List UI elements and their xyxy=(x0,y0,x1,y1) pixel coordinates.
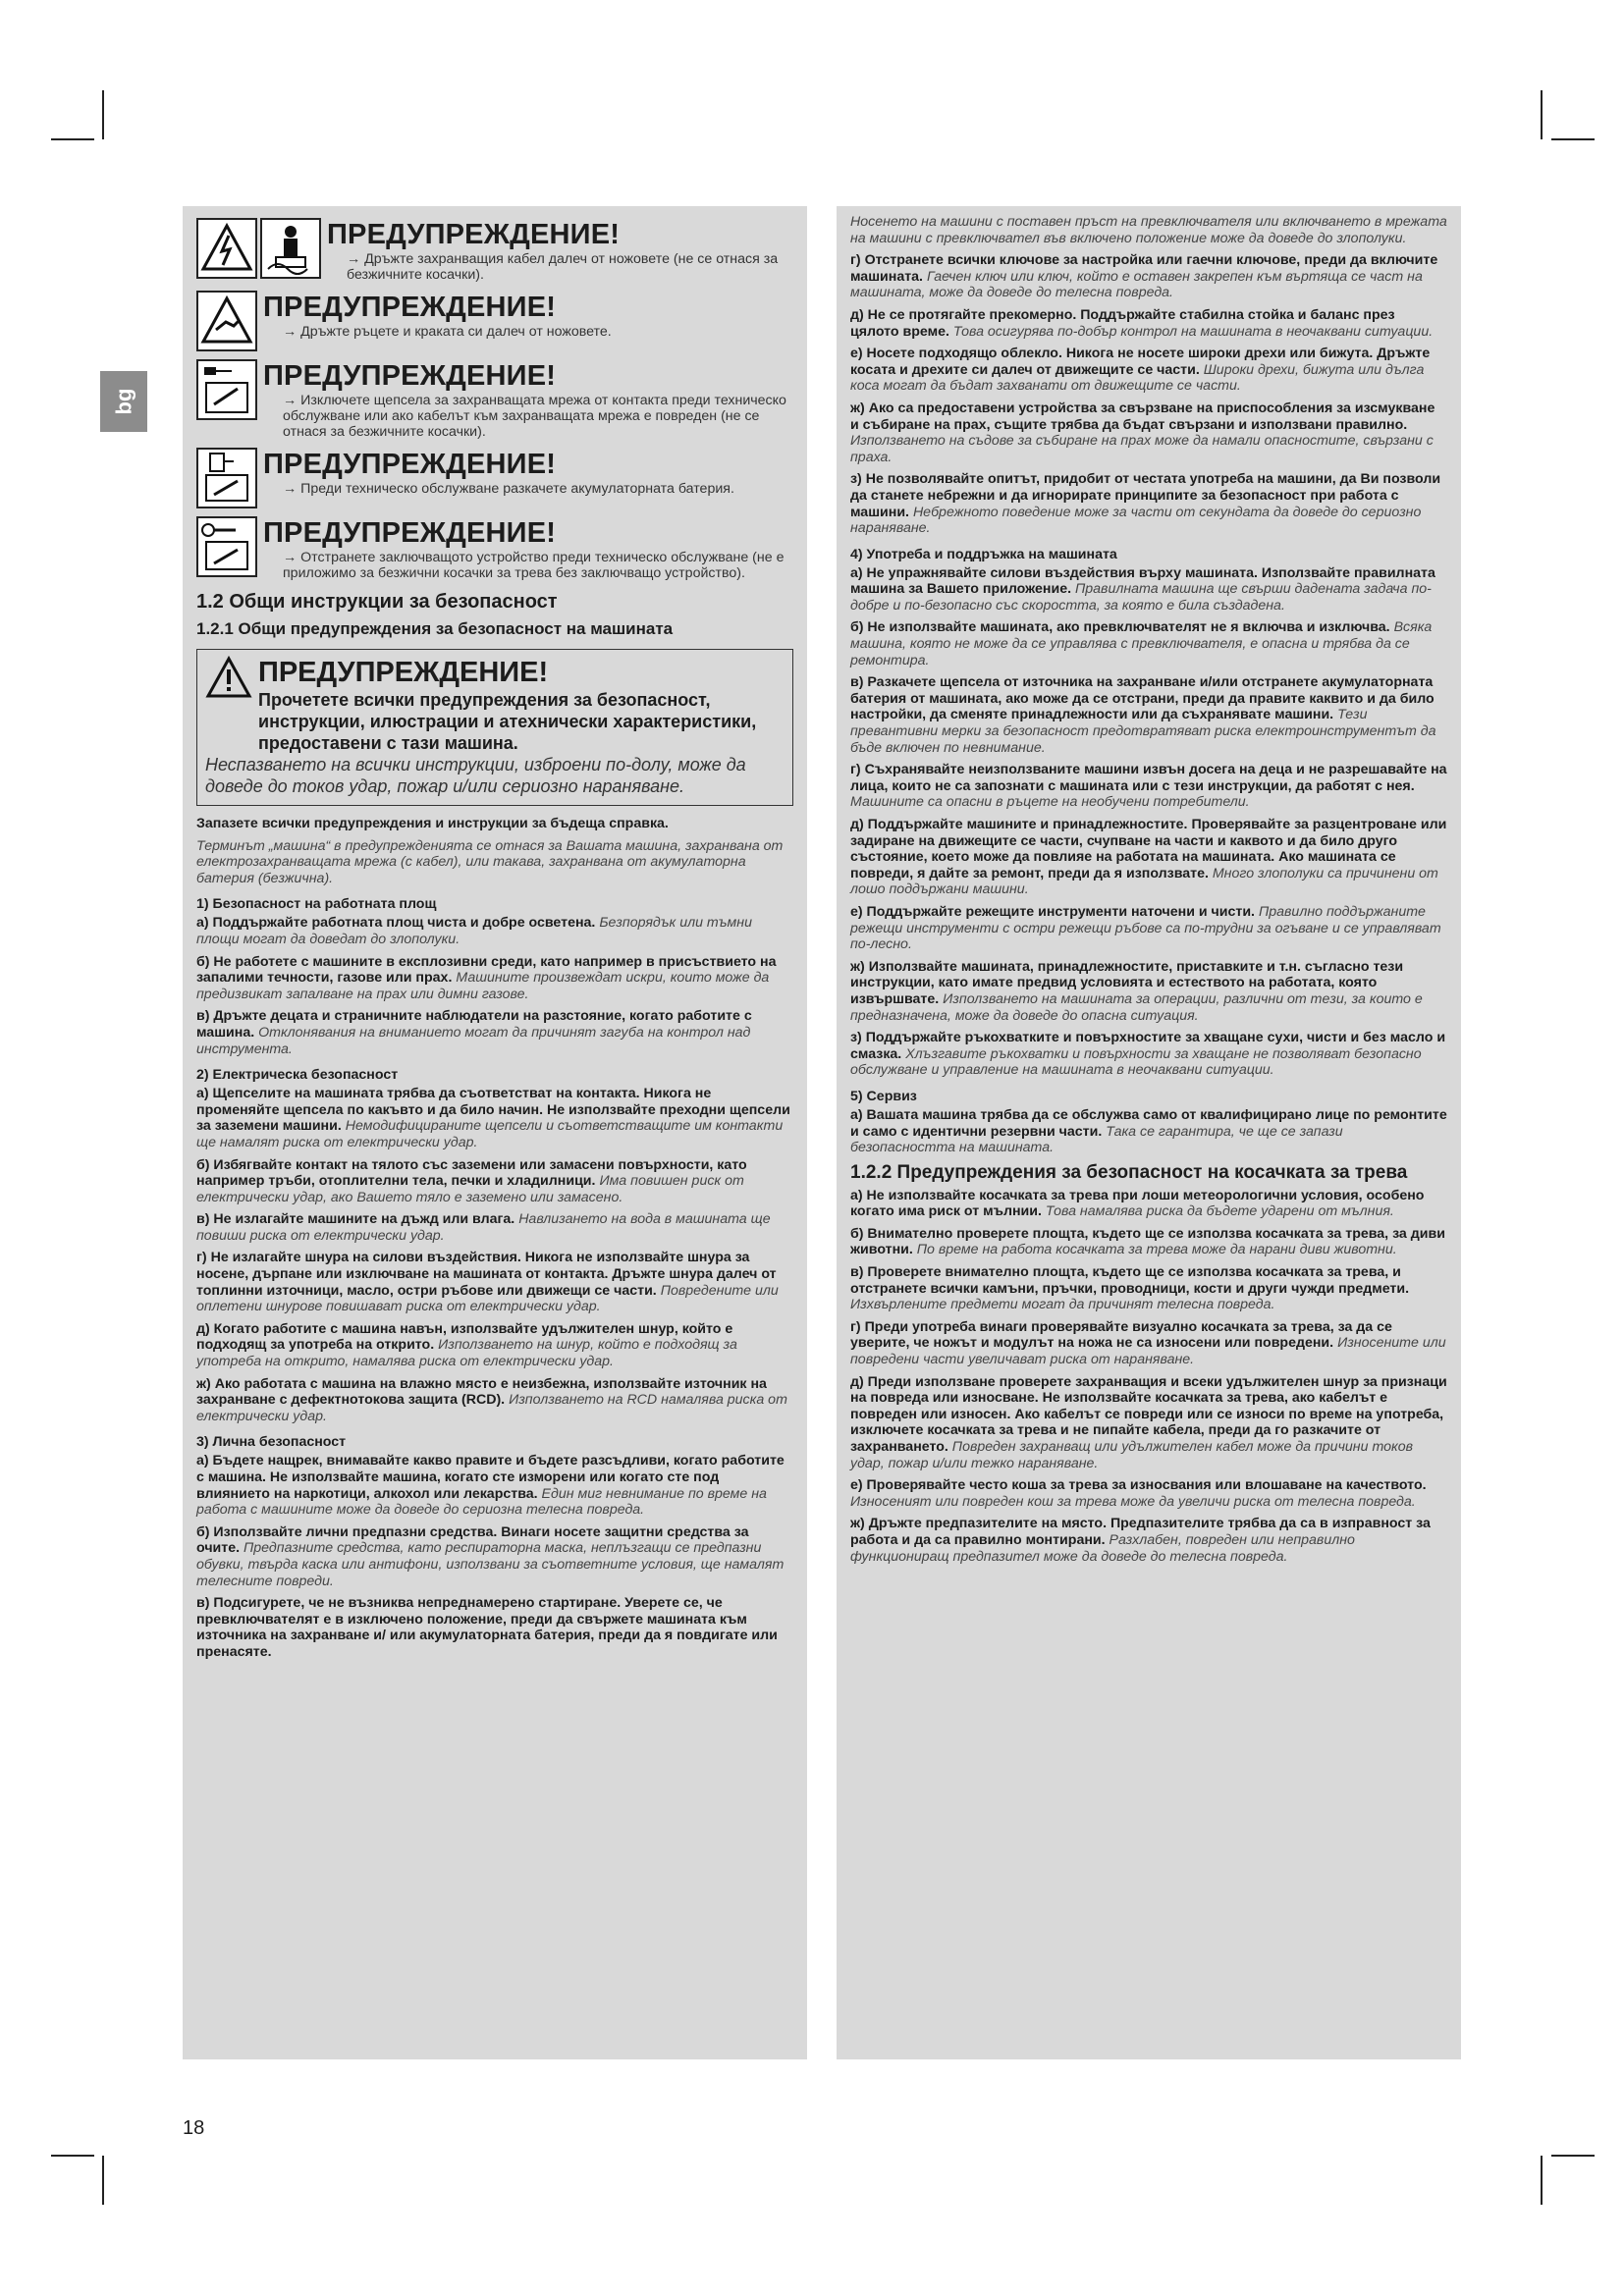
paragraph-italic: Носенето на машини с поставен пръст на превключвателя или включването в мрежата на машини с превключвател във включено положение може да доведе до злополуки. xyxy=(850,214,1447,246)
paragraph-italic: Хлъзгавите ръкохватки и повърхности за хващане не позволяват безопасно обслужване и управление на машината в неочаквани ситуации. xyxy=(850,1045,1422,1079)
paragraph-bold: б) Използвайте лични предпазни средства. Винаги носете защитни средства за очите. xyxy=(196,1523,749,1557)
crop-mark xyxy=(102,90,104,139)
paragraph-bold: г) Не излагайте шнура на силови въздействия. Никога не използвайте шнура за носене, дърпане или изключване на машината от контакта. Дръжте шнура далеч от топлинни източници, масло, остри ръбове или движещи се части. xyxy=(196,1250,777,1299)
paragraph-italic: Правилната машина ще свърши дадената задача по-добре и по-безопасно със скоростта, за която е била създадена. xyxy=(850,581,1432,614)
paragraph-bold: ж) Ако работата с машина на влажно място е неизбежна, използвайте източник на захранване с дефектнотокова защита (RCD). xyxy=(196,1375,767,1409)
paragraph-bold: а) Вашата машина трябва да се обслужва само от квалифицирано лице по ремонтите и само с идентични резервни части. xyxy=(850,1106,1447,1140)
paragraph xyxy=(850,1030,1447,1079)
language-tab xyxy=(100,371,147,432)
paragraph xyxy=(850,817,1447,898)
paragraph-bold: е) Поддържайте режещите инструменти наточени и чисти. xyxy=(850,903,1256,920)
unplug-before-maintenance-icon xyxy=(196,359,257,420)
paragraph-italic: Износеният или повреден кош за трева може да увеличи риска от телесна повреда. xyxy=(850,1493,1416,1510)
paragraph xyxy=(196,816,793,832)
paragraph xyxy=(850,565,1447,614)
crop-mark xyxy=(51,2155,94,2157)
warning-text: → Преди техническо обслужване разкачете акумулаторната батерия. xyxy=(283,481,734,497)
paragraph-bold: з) Поддържайте ръкохватките и повърхностите за хващане сухи, чисти и без масло и смазка. xyxy=(850,1030,1446,1062)
paragraph-bold: в) Разкачете щепсела от източника на захранване и/или отстранете акумулаторната батерия от машината, ако може да се отстрани, преди да правите каквито и да било настройки, да сменяте принадлежности или да съхранявате машини. xyxy=(850,674,1435,723)
left-column xyxy=(183,206,807,2059)
paragraph xyxy=(850,400,1447,465)
paragraph-italic: Тези превантивни мерки за безопасност предотвратяват риска електроинструментът да бъде включен по невнимание. xyxy=(850,707,1436,756)
paragraph-bold: а) Поддържайте работната площ чиста и добре осветена. xyxy=(196,915,596,932)
paragraph-bold: ж) Ако са предоставени устройства за свързване на приспособления за изсмукване и събиране на прах, същите трябва да бъдат свързани и използвани правилно. xyxy=(850,400,1435,433)
paragraph-bold: е) Проверявайте често коша за трева за износвания или влошаване на качеството. xyxy=(850,1477,1427,1494)
paragraph-bold: б) Не използвайте машината, ако превключвателят не я включва и изключва. xyxy=(850,619,1390,636)
warning-title: ПРЕДУПРЕЖДЕНИЕ! xyxy=(327,219,621,250)
warning-title: ПРЕДУПРЕЖДЕНИЕ! xyxy=(263,517,557,549)
paragraph-italic: Машините произвеждат искри, които може да предизвикат запалване на прах или димни газове. xyxy=(196,970,770,1002)
crop-mark xyxy=(1551,2155,1595,2157)
paragraph xyxy=(850,762,1447,811)
paragraph-italic: Много злополуки са причинени от лошо поддържани машини. xyxy=(850,865,1438,898)
paragraph-italic: Машините са опасни в ръцете на необучени потребители. xyxy=(850,794,1250,811)
electric-shock-warning-icon xyxy=(196,218,257,279)
paragraph-italic: Всяка машина, която не може да се управлява с превключвателя, е опасна и трябва да се ремонтира. xyxy=(850,619,1433,668)
paragraph-bold: б) Не работете с машините в експлозивни среди, като например в присъствието на запалими течности, газове или прах. xyxy=(196,953,777,987)
paragraph xyxy=(850,252,1447,301)
paragraph xyxy=(850,346,1447,395)
paragraph xyxy=(850,471,1447,536)
crop-mark xyxy=(1541,90,1543,139)
paragraph-bold: з) Не позволявайте опитът, придобит от честата употреба на машини, да Ви позволи да станете небрежни и да игнорирате принципите за безопасност при работа с машини. xyxy=(850,471,1441,520)
paragraph-italic: Има повишен риск от електрически удар, ако Вашето тяло е заземено или замасено. xyxy=(196,1173,744,1205)
paragraph xyxy=(850,1477,1447,1510)
paragraph-bold: г) Отстранете всички ключове за настройка или гаечни ключове, преди да включите машината. xyxy=(850,252,1438,285)
paragraph-italic: Правилно поддържаните режещи инструменти с остри режещи ръбове са по-трудни за огъване и се управляват по-лесно. xyxy=(850,903,1441,953)
general-warning-title: ПРЕДУПРЕЖДЕНИЕ! xyxy=(258,657,549,688)
warning-text: → Изключете щепсела за захранващата мрежа от контакта преди техническо обслужване или ако кабелът към захранващата мрежа е повреден (не се отнася за безжичните косачки). xyxy=(283,393,786,440)
section-2-heading: 2) Електрическа безопасност xyxy=(196,1067,399,1084)
warning-text: → Дръжте ръцете и краката си далеч от ножовете. xyxy=(283,324,612,340)
paragraph-bold: а) Бъдете нащрек, внимавайте какво правите и бъдете разсъдливи, когато работите с машина. Не използвайте машина, когато сте изморени или когато сте под влиянието на наркотици, алкохол или лекарства. xyxy=(196,1453,785,1502)
paragraph-bold: е) Носете подходящо облекло. Никога не носете широки дрехи или бижута. Дръжте косата и дрехите си далеч от движещите се части. xyxy=(850,346,1431,378)
warning-icons xyxy=(196,448,257,508)
paragraph-bold: а) Не упражнявайте силови въздействия върху машината. Използвайте правилната машина за Вашето приложение. xyxy=(850,564,1435,598)
paragraph-italic: Небрежното поведение може за части от секундата да доведе до сериозно нараняване. xyxy=(850,504,1422,537)
paragraph-italic: Изхвърлените предмети могат да причинят телесна повреда. xyxy=(850,1297,1275,1313)
paragraph xyxy=(196,1321,793,1370)
paragraph-italic: Гаечен ключ или ключ, който е оставен закрепен към въртяща се част на машината, може да доведе до телесна повреда. xyxy=(850,268,1423,301)
warning-text: → Дръжте захранващия кабел далеч от ножовете (не се отнася за безжичните косачки). xyxy=(347,251,779,283)
right-column xyxy=(837,206,1461,2059)
paragraph-italic: Износените или повредени части увеличават риска от нараняване. xyxy=(850,1335,1446,1368)
crop-mark xyxy=(102,2156,104,2205)
section-5-heading: 5) Сервиз xyxy=(850,1088,917,1104)
paragraph xyxy=(196,915,793,947)
paragraph xyxy=(196,1376,793,1425)
paragraph-bold: г) Преди употреба винаги проверявайте визуално косачката за трева, за да се уверите, че ножът и модулът на ножа не са износени или повредени. xyxy=(850,1318,1392,1352)
section-heading: 1.2 Общи инструкции за безопасност xyxy=(196,591,558,613)
warning-text: → Отстранете заключващото устройство преди техническо обслужване (не е приложимо за безжични косачки за трева без заключващо устройство). xyxy=(283,550,785,581)
paragraph-bold: д) Поддържайте машините и принадлежностите. Проверявайте за разцентроване или задиране на движещите се части, счупване на части и каквото и да било друго състояние, което може да повлияе на работата на машината. Ако машината се повреди, я дайте за ремонт, преди да я използвате. xyxy=(850,817,1447,881)
paragraph xyxy=(196,1250,793,1314)
crop-mark xyxy=(51,138,94,140)
section-1-heading: 1) Безопасност на работната площ xyxy=(196,896,437,913)
crop-mark xyxy=(1541,2156,1543,2205)
paragraph-bold: Запазете всички предупреждения и инструкции за бъдеща справка. xyxy=(196,816,669,831)
paragraph xyxy=(850,1188,1447,1220)
warning-title: ПРЕДУПРЕЖДЕНИЕ! xyxy=(263,360,557,392)
paragraph xyxy=(850,904,1447,953)
paragraph xyxy=(196,1157,793,1206)
paragraph xyxy=(196,1595,793,1660)
warning-icons xyxy=(196,218,321,279)
warning-block-unplug xyxy=(196,359,793,440)
paragraph-italic: Използването на машината за операции, различни от тези, за които е предназначена, може да доведе до опасна ситуация. xyxy=(850,990,1423,1024)
paragraph-bold: а) Не използвайте косачката за трева при лоши метеорологични условия, особено когато има риск от мълнии. xyxy=(850,1187,1425,1220)
paragraph-italic: По време на работа косачката за трева може да нарани диви животни. xyxy=(916,1242,1397,1258)
warning-block-key xyxy=(196,516,793,581)
paragraph-bold: б) Избягвайте контакт на тялото със заземени или замасени повърхности, като например тръби, отоплителни тела, печки и хладилници. xyxy=(196,1156,747,1190)
paragraph-italic: Предпазните средства, като респираторна маска, неплъзгащи се предпазни обувки, твърда каска или антифони, използвани за съответните условия, ще намалят телесните повреди. xyxy=(196,1540,785,1589)
subsection-heading: 1.2.1 Общи предупреждения за безопасност на машината xyxy=(196,619,674,638)
warning-title: ПРЕДУПРЕЖДЕНИЕ! xyxy=(263,292,557,323)
paragraph xyxy=(850,1264,1447,1313)
section-4-heading: 4) Употреба и поддръжка на машината xyxy=(850,546,1117,562)
paragraph xyxy=(196,1211,793,1244)
paragraph-italic: Използването на шнур, който е подходящ за употреба на открито, намалява риска от електрически удар. xyxy=(196,1337,737,1370)
paragraph xyxy=(196,954,793,1003)
paragraph xyxy=(850,619,1447,668)
paragraph-italic: Разхлабен, повреден или неправилно функциониращ предпазител може да доведе до телесна повреда. xyxy=(850,1531,1355,1565)
remove-battery-icon xyxy=(196,448,257,508)
paragraph xyxy=(850,959,1447,1024)
paragraph-italic: Повредените или оплетени шнурове повишават риска от електрически удар. xyxy=(196,1282,779,1315)
paragraph-italic: Един миг невнимание по време на работа с машините може да доведе до сериозна телесна повреда. xyxy=(196,1485,767,1519)
warning-triangle-icon xyxy=(205,656,252,699)
warning-block-hands xyxy=(196,291,793,351)
paragraph xyxy=(196,1524,793,1589)
paragraph-bold: д) Когато работите с машина навън, използвайте удължителен шнур, който е подходящ за употреба на открито. xyxy=(196,1320,733,1354)
paragraph xyxy=(196,1086,793,1150)
warning-icons xyxy=(196,359,257,420)
mower-safety-heading: 1.2.2 Предупреждения за безопасност на косачката за трева xyxy=(850,1161,1408,1183)
warning-icons xyxy=(196,291,257,351)
paragraph-italic: Отклонявания на вниманието могат да причинят загуба на контрол над инструмента. xyxy=(196,1024,751,1057)
paragraph xyxy=(196,1453,793,1518)
paragraph-bold: ж) Използвайте машината, принадлежностите, приставките и т.н. съгласно тези инструкции, като имате предвид условията и естеството на работата, която извършвате. xyxy=(850,958,1404,1007)
paragraph-bold: в) Подсигурете, че не възниква непреднамерено стартиране. Уверете се, че превключвателят е в изключено положение, преди да свържете машината към източника на захранване и/ или акумулаторната батерия, преди да я повдигате или пренасяте. xyxy=(196,1595,778,1660)
paragraph-bold: ж) Дръжте предпазителите на място. Предпазителите трябва да са в изправност за работа и да са правилно монтирани. xyxy=(850,1516,1431,1548)
paragraph-italic: Навлизането на вода в машината ще повиши риска от електрически удар. xyxy=(196,1211,771,1244)
remove-safety-key-icon xyxy=(196,516,257,577)
warning-icons xyxy=(196,516,257,577)
paragraph-bold: в) Проверете внимателно площта, където ще се използва косачката за трева, и отстранете всички камъни, пръчки, проводници, кости и други чужди предмети. xyxy=(850,1264,1410,1297)
paragraph-bold: а) Щепселите на машината трябва да съответстват на контакта. Никога не променяйте щепсела по какъвто и да било начин. Не използвайте преходни щепсели за заземени машини. xyxy=(196,1086,790,1135)
paragraph-bold: д) Не се протягайте прекомерно. Поддържайте стабилна стойка и баланс през цялото време. xyxy=(850,306,1395,340)
section-3-heading: 3) Лична безопасност xyxy=(196,1434,347,1451)
hands-feet-blade-warning-icon xyxy=(196,291,257,351)
general-warning-box xyxy=(196,649,793,806)
paragraph-bold: д) Преди използване проверете захранващия и всеки удължителен шнур за признаци на повреда или износване. Не използвайте косачката за трева, ако кабелът е повреден или износен. Ако кабелът се повреди или се износи по време на употреба, изключете косачката за трева и не пипайте кабела, преди да го разкачите от захранването. xyxy=(850,1373,1447,1455)
paragraph-italic: Така се гарантира, че ще се запази безопасността на машината. xyxy=(850,1123,1343,1156)
crop-mark xyxy=(1551,138,1595,140)
paragraph-italic: Немодифицираните щепсели и съответстващите им контакти ще намалят риска от електрически удар. xyxy=(196,1118,784,1150)
paragraph-bold: г) Съхранявайте неизползваните машини извън досега на деца и не разрешавайте на лица, които не са запознати с машината или с тези инструкции, да работят с нея. xyxy=(850,762,1447,794)
paragraph-italic: Това намалява риска да бъдете ударени от мълния. xyxy=(1045,1203,1394,1220)
paragraph xyxy=(850,1319,1447,1368)
warning-block-cable xyxy=(196,218,793,283)
paragraph-italic: Безпорядък или тъмни площи могат да доведат до злополуки. xyxy=(196,915,752,947)
paragraph-italic: Повреден захранващ или удължителен кабел може да причини токов удар, пожар и/или тежко нараняване. xyxy=(850,1439,1413,1471)
paragraph xyxy=(850,1374,1447,1472)
language-tab-label: bg xyxy=(110,388,135,415)
paragraph xyxy=(850,1107,1447,1156)
paragraph xyxy=(850,1516,1447,1565)
paragraph-italic: Използването на RCD намалява риска от електрически удар. xyxy=(196,1392,787,1424)
paragraph-italic: Широки дрехи, бижута или дълга коса могат да бъдат захванати от движещите се части. xyxy=(850,361,1425,395)
general-warning-bold-text: Прочетете всички предупреждения за безопасност, инструкции, илюстрации и атехнически характеристики, предоставени с тази машина. xyxy=(258,690,757,753)
paragraph xyxy=(850,674,1447,756)
paragraph-italic: Терминът „машина“ в предупрежденията се отнася за Вашата машина, захранвана от електрозахранващата мрежа (с кабел), или такава, захранвана от акумулаторна батерия (безжична). xyxy=(196,837,784,886)
warning-block-battery xyxy=(196,448,793,508)
paragraph xyxy=(850,1226,1447,1258)
paragraph-bold: б) Внимателно проверете площта, където ще се използва косачката за трева, за диви животни. xyxy=(850,1225,1445,1258)
page-number: 18 xyxy=(183,2117,205,2139)
cable-away-from-blades-icon xyxy=(260,218,321,279)
paragraph-bold: в) Дръжте децата и страничните наблюдатели на разстояние, когато работите с машина. xyxy=(196,1008,752,1041)
paragraph-bold: в) Не излагайте машините на дъжд или влага. xyxy=(196,1211,515,1228)
paragraph-italic: Това осигурява по-добър контрол на машината в неочаквани ситуации. xyxy=(952,323,1434,340)
paragraph xyxy=(196,1008,793,1057)
paragraph xyxy=(850,307,1447,340)
paragraph-italic: Използването на съдове за събиране на прах може да намали опасностите, свързани с праха. xyxy=(850,433,1434,465)
general-warning-italic-text: Неспазването на всички инструкции, изброени по-долу, може да доведе до токов удар, пожар и/или сериозно нараняване. xyxy=(205,755,746,796)
warning-title: ПРЕДУПРЕЖДЕНИЕ! xyxy=(263,449,557,480)
